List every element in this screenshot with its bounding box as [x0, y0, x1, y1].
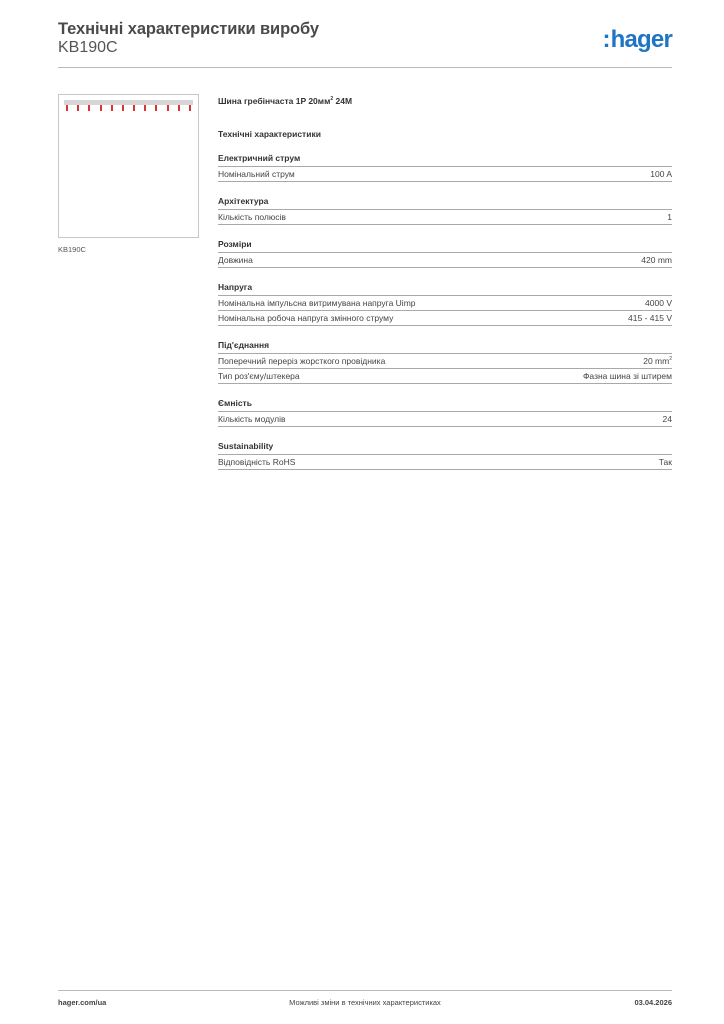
section-title: Ємність: [218, 398, 672, 412]
busbar-pin: [122, 105, 124, 111]
footer-website: hager.com/ua: [58, 998, 107, 1007]
spec-label: Номінальна робоча напруга змінного струму: [218, 313, 394, 323]
spec-heading: Технічні характеристики: [218, 129, 321, 139]
spec-value: [583, 369, 672, 383]
busbar-pin: [178, 105, 180, 111]
spec-value-text: Так: [658, 457, 672, 467]
spec-row: [218, 354, 672, 369]
spec-value-text: 24: [662, 414, 672, 424]
busbar-pin: [100, 105, 102, 111]
spec-section: [218, 239, 672, 268]
spec-label: Відповідність RoHS: [218, 457, 296, 467]
product-name: [218, 96, 672, 106]
spec-value: [659, 455, 672, 469]
spec-label: Номінальний струм: [218, 169, 295, 179]
page-title: Технічні характеристики виробу: [58, 20, 319, 38]
spec-section: [218, 398, 672, 427]
spec-value-text: 20 mm: [643, 356, 670, 366]
busbar-pin: [144, 105, 146, 111]
logo-text: hager: [610, 26, 672, 53]
spec-value-text: 420 mm: [641, 255, 672, 265]
spec-value: [667, 210, 672, 224]
section-title: Архітектура: [218, 196, 672, 210]
spec-value: [650, 167, 672, 181]
spec-value-text: 1: [667, 212, 672, 222]
product-image: [58, 94, 199, 238]
spec-value-text: 100 A: [650, 169, 672, 179]
busbar-pin: [133, 105, 135, 111]
spec-row: [218, 455, 672, 470]
product-code: KB190C: [58, 39, 118, 56]
spec-value-text: Фазна шина зі штирем: [582, 371, 672, 381]
spec-value: [641, 253, 672, 267]
spec-value-text: 4000 V: [645, 298, 672, 308]
spec-value-sup: 2: [669, 356, 672, 363]
spec-row: [218, 253, 672, 268]
image-caption: KB190C: [58, 245, 86, 254]
footer-divider: [58, 990, 672, 991]
spec-sections: [218, 153, 672, 470]
busbar-pins: [66, 105, 191, 112]
spec-label: Поперечний переріз жорсткого провідника: [218, 356, 386, 366]
section-title: Розміри: [218, 239, 672, 253]
spec-value: [643, 354, 672, 368]
spec-section: [218, 441, 672, 470]
spec-value: [645, 296, 672, 310]
spec-label: Довжина: [218, 255, 253, 265]
spec-row: [218, 167, 672, 182]
busbar-pin: [167, 105, 169, 111]
spec-value: [663, 412, 672, 426]
spec-section: [218, 340, 672, 384]
product-name-text: Шина гребінчаста 1P 20мм: [218, 96, 331, 106]
spec-value-text: 415 - 415 V: [628, 313, 672, 323]
section-title: Під'єднання: [218, 340, 672, 354]
busbar-pin: [77, 105, 79, 111]
section-title: Sustainability: [218, 441, 672, 455]
busbar-pin: [66, 105, 68, 111]
footer-date: 03.04.2026: [634, 998, 672, 1007]
footer-disclaimer: Можливі зміни в технічних характеристиках: [289, 998, 441, 1007]
spec-row: [218, 412, 672, 427]
spec-row: [218, 369, 672, 384]
spec-row: [218, 296, 672, 311]
spec-row: [218, 210, 672, 225]
product-name-suffix: 24M: [333, 96, 353, 106]
section-title: Напруга: [218, 282, 672, 296]
busbar-pin: [155, 105, 157, 111]
busbar-pin: [88, 105, 90, 111]
spec-row: [218, 311, 672, 326]
busbar-pin: [111, 105, 113, 111]
spec-label: Кількість полюсів: [218, 212, 286, 222]
busbar-pin: [189, 105, 191, 111]
spec-section: [218, 153, 672, 182]
header-divider: [58, 67, 672, 68]
product-name-sup: 2: [330, 96, 334, 103]
section-title: Електричний струм: [218, 153, 672, 167]
spec-label: Кількість модулів: [218, 414, 286, 424]
spec-label: Тип роз'єму/штекера: [218, 371, 300, 381]
spec-content: [218, 96, 672, 470]
spec-label: Номінальна імпульсна витримувана напруга Uimp: [218, 298, 416, 308]
spec-value: [628, 311, 672, 325]
hager-logo: :hager: [602, 26, 672, 53]
spec-section: [218, 196, 672, 225]
spec-section: [218, 282, 672, 326]
